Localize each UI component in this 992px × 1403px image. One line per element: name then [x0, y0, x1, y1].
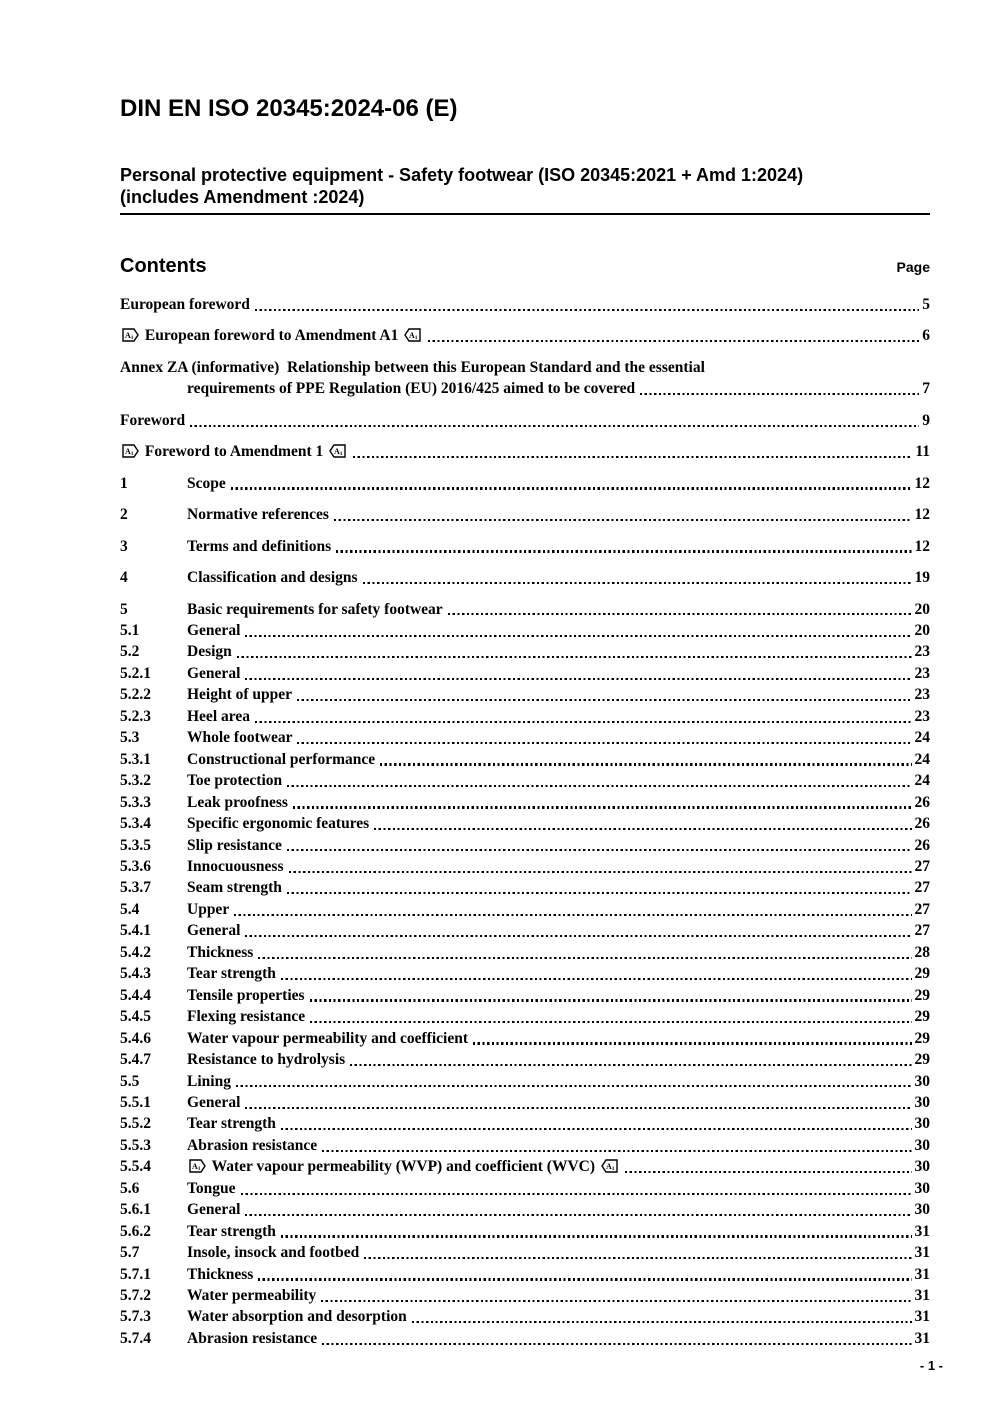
dot-leader	[380, 763, 911, 765]
toc-row	[120, 899, 930, 920]
toc-page-number: 31	[914, 1287, 930, 1305]
toc-entry-title: Toe protection	[187, 772, 283, 790]
amendment-a1-open-marker	[122, 328, 139, 342]
toc-entry-number: 5.4.7	[120, 1051, 151, 1069]
doc-title-line1: Personal protective equipment - Safety footwear (ISO 20345:2021 + Amd 1:2024)	[120, 165, 804, 185]
toc-page-number: 24	[914, 772, 930, 790]
toc-row	[120, 1242, 930, 1263]
dot-leader	[258, 957, 911, 959]
toc-page-number: 23	[914, 664, 930, 682]
dot-leader	[334, 519, 912, 521]
dot-leader	[297, 742, 911, 744]
toc-page-number: 23	[914, 643, 930, 661]
toc-page-number: 20	[914, 621, 930, 639]
toc-entry-number: 5.7.2	[120, 1287, 151, 1305]
dot-leader	[245, 1214, 911, 1216]
toc-row	[120, 1049, 930, 1070]
toc-row	[120, 749, 930, 770]
dot-leader	[287, 849, 912, 851]
toc-row	[120, 1306, 930, 1327]
toc-entry-title: Design	[187, 643, 232, 661]
toc-entry-number: 5.3.2	[120, 772, 151, 790]
toc-page-number: 30	[914, 1072, 930, 1090]
toc-row	[120, 473, 930, 494]
toc-row	[120, 985, 930, 1006]
toc-entry-title: Scope	[187, 474, 226, 492]
toc-entry-number: 5.5.2	[120, 1115, 151, 1133]
dot-leader	[364, 1257, 911, 1259]
toc-entry-title: Leak proofness	[187, 793, 288, 811]
dot-leader	[297, 699, 911, 701]
toc-row	[120, 1199, 930, 1220]
dot-leader	[350, 1064, 911, 1066]
toc-page-number: 31	[914, 1329, 930, 1347]
toc-entry-title: Insole, insock and footbed	[187, 1244, 360, 1262]
toc-entry-title: General	[187, 664, 241, 682]
amendment-a1-close-marker	[601, 1159, 618, 1173]
dot-leader	[237, 656, 912, 658]
toc-entry-title: Water absorption and desorption	[187, 1308, 407, 1326]
dot-leader	[293, 806, 912, 808]
toc-entry-number: 5.7.1	[120, 1265, 151, 1283]
toc-page-number: 29	[914, 1051, 930, 1069]
svg-text:A1: A1	[605, 1162, 615, 1173]
dot-leader	[241, 1193, 912, 1195]
toc-page-number: 29	[914, 1008, 930, 1026]
toc-page-number: 30	[914, 1093, 930, 1111]
toc-entry-number: 5.5	[120, 1072, 140, 1090]
dot-leader	[374, 828, 911, 830]
toc-row	[120, 567, 930, 588]
toc-page-number: 30	[914, 1201, 930, 1219]
dot-leader	[625, 1171, 912, 1173]
toc-row	[120, 641, 930, 662]
toc-entry-title: Constructional performance	[187, 750, 376, 768]
dot-leader	[336, 550, 911, 552]
dot-leader	[255, 309, 919, 311]
page-footer: - 1 -	[919, 1358, 943, 1373]
svg-text:A1: A1	[125, 447, 134, 458]
toc-entry-number: 5.3.6	[120, 857, 151, 875]
toc-page-number: 27	[914, 857, 930, 875]
toc-page-number: 31	[914, 1308, 930, 1326]
toc-entry-title: Basic requirements for safety footwear	[187, 600, 443, 618]
toc-entry-title: Tear strength	[187, 965, 276, 983]
toc-entry-number: 5.3.1	[120, 750, 151, 768]
toc-row	[120, 1178, 930, 1199]
table-of-contents	[120, 294, 930, 1349]
dot-leader	[245, 635, 911, 637]
toc-entry-title: General	[187, 1093, 241, 1111]
toc-entry-title: Specific ergonomic features	[187, 815, 370, 833]
dot-leader	[287, 785, 911, 787]
dot-leader	[234, 914, 911, 916]
doc-number-heading: DIN EN ISO 20345:2024-06 (E)	[120, 95, 458, 122]
toc-row	[120, 770, 930, 791]
toc-page-number: 6	[922, 327, 930, 345]
toc-entry-number: 5.1	[120, 621, 140, 639]
toc-entry-number: 2	[120, 506, 128, 524]
toc-entry-number: 5.2.3	[120, 707, 151, 725]
toc-entry-title: Heel area	[187, 707, 250, 725]
page-column-label: Page	[896, 259, 930, 275]
toc-entry-number: 5.7	[120, 1244, 140, 1262]
toc-row	[120, 378, 930, 399]
toc-entry-title: Tensile properties	[187, 986, 305, 1004]
toc-entry-number: 5.5.3	[120, 1136, 151, 1154]
toc-page-number: 26	[914, 836, 930, 854]
toc-entry-title: Annex ZA (informative) Relationship between this European Standard and the essential	[120, 358, 705, 376]
toc-row	[120, 504, 930, 525]
dot-leader	[281, 1235, 912, 1237]
toc-row	[120, 706, 930, 727]
doc-title	[120, 164, 930, 215]
toc-entry-title: Tongue	[187, 1179, 236, 1197]
toc-entry-number: 5.4.5	[120, 1008, 151, 1026]
toc-page-number: 27	[914, 879, 930, 897]
toc-row	[120, 294, 930, 315]
toc-entry-number: 5.4.2	[120, 943, 151, 961]
amendment-a1-close-marker	[329, 444, 346, 458]
toc-page-number: 5	[922, 296, 930, 313]
toc-page-number: 12	[914, 506, 930, 524]
toc-page-number: 19	[914, 569, 930, 587]
toc-row	[120, 856, 930, 877]
dot-leader	[289, 871, 912, 873]
toc-entry-title: Abrasion resistance	[187, 1136, 318, 1154]
dot-leader	[245, 678, 911, 680]
amendment-a1-open-marker	[122, 444, 139, 458]
toc-entry-title: Thickness	[187, 1265, 254, 1283]
toc-row	[120, 942, 930, 963]
toc-entry-number: 5.4.4	[120, 986, 151, 1004]
toc-row	[120, 1071, 930, 1092]
dot-leader	[255, 721, 912, 723]
toc-entry-title: Tear strength	[187, 1115, 276, 1133]
toc-page-number: 23	[914, 686, 930, 704]
toc-entry-number: 5.3.3	[120, 793, 151, 811]
dot-leader	[428, 340, 919, 342]
toc-entry-number: 5.4.3	[120, 965, 151, 983]
toc-row	[120, 1092, 930, 1113]
toc-row	[120, 599, 930, 620]
dot-leader	[473, 1042, 912, 1044]
toc-entry-number: 5.5.1	[120, 1093, 151, 1111]
dot-leader	[322, 1150, 911, 1152]
amendment-a1-open-marker	[189, 1159, 206, 1173]
toc-row	[120, 1028, 930, 1049]
dot-leader	[310, 1021, 911, 1023]
toc-row	[120, 1156, 930, 1177]
toc-entry-number: 5.2	[120, 643, 140, 661]
toc-page-number: 31	[914, 1244, 930, 1262]
toc-page-number: 12	[914, 474, 930, 492]
dot-leader	[190, 425, 919, 427]
doc-title-line2: (includes Amendment :2024)	[120, 187, 365, 207]
dot-leader	[245, 1107, 911, 1109]
toc-page-number: 20	[914, 600, 930, 618]
toc-row	[120, 357, 930, 378]
dot-leader	[258, 1278, 911, 1280]
toc-row	[120, 835, 930, 856]
toc-row	[120, 620, 930, 641]
toc-page-number: 29	[914, 1029, 930, 1047]
dot-leader	[287, 892, 912, 894]
svg-text:A1: A1	[192, 1162, 201, 1173]
toc-entry-number: 5.4	[120, 900, 140, 918]
toc-entry-number: 1	[120, 474, 128, 492]
contents-heading: Contents	[120, 255, 207, 277]
dot-leader	[281, 1128, 912, 1130]
toc-entry-title: Water vapour permeability and coefficient	[187, 1029, 468, 1047]
toc-entry-number: 5.6.2	[120, 1222, 151, 1240]
toc-entry-number: 5.4.6	[120, 1029, 151, 1047]
toc-row	[120, 663, 930, 684]
dot-leader	[353, 456, 912, 458]
toc-entry-title: A1 European foreword to Amendment A1 A1	[120, 325, 423, 346]
toc-page-number: 24	[914, 750, 930, 768]
toc-row	[120, 536, 930, 557]
toc-entry-title: Foreword	[120, 411, 186, 429]
toc-entry-number: 5.3.5	[120, 836, 151, 854]
dot-leader	[245, 935, 911, 937]
toc-entry-title: Slip resistance	[187, 836, 282, 854]
toc-entry-number: 5.4.1	[120, 922, 151, 940]
toc-entry-title: Normative references	[187, 506, 329, 524]
dot-leader	[236, 1085, 912, 1087]
toc-page-number: 30	[914, 1179, 930, 1197]
toc-entry-title: General	[187, 621, 241, 639]
dot-leader	[640, 393, 919, 395]
toc-entry-title: A1 Foreword to Amendment 1 A1	[120, 441, 348, 462]
dot-leader	[310, 999, 912, 1001]
toc-entry-title: Whole footwear	[187, 729, 293, 747]
toc-page-number: 9	[922, 411, 930, 429]
toc-page-number: 23	[914, 707, 930, 725]
toc-entry-title: A1 Water vapour permeability (WVP) and coefficient (WVC) A1	[187, 1156, 620, 1177]
toc-entry-number: 5.2.2	[120, 686, 151, 704]
dot-leader	[448, 613, 912, 615]
toc-page-number: 12	[914, 537, 930, 555]
toc-page-number: 27	[914, 922, 930, 940]
dot-leader	[322, 1343, 911, 1345]
toc-entry-number: 5.3.7	[120, 879, 151, 897]
svg-text:A1: A1	[125, 331, 134, 342]
toc-row	[120, 1113, 930, 1134]
toc-entry-number: 5.3.4	[120, 815, 151, 833]
toc-row	[120, 684, 930, 705]
svg-text:A1: A1	[409, 331, 418, 342]
toc-entry-number: 5.6	[120, 1179, 140, 1197]
toc-entry-title: Abrasion resistance	[187, 1329, 318, 1347]
toc-entry-title: Lining	[187, 1072, 231, 1090]
toc-entry-title: General	[187, 922, 241, 940]
toc-entry-number: 5.7.3	[120, 1308, 151, 1326]
toc-entry-number: 5	[120, 600, 128, 618]
svg-text:A1: A1	[334, 447, 343, 458]
toc-entry-title: Resistance to hydrolysis	[187, 1051, 346, 1069]
toc-page-number: 28	[914, 943, 930, 961]
toc-page-number: 30	[914, 1158, 930, 1176]
dot-leader	[281, 978, 912, 980]
toc-row	[120, 813, 930, 834]
toc-row	[120, 441, 930, 462]
toc-entry-title: requirements of PPE Regulation (EU) 2016/425 aimed to be covered	[187, 380, 636, 398]
toc-page-number: 24	[914, 729, 930, 747]
contents-header-row	[120, 255, 930, 277]
toc-entry-number: 5.7.4	[120, 1329, 151, 1347]
toc-row	[120, 727, 930, 748]
toc-entry-number: 5.6.1	[120, 1201, 151, 1219]
dot-leader	[412, 1321, 912, 1323]
page-content	[120, 0, 930, 1349]
toc-entry-title: Flexing resistance	[187, 1008, 306, 1026]
toc-entry-number: 5.5.4	[120, 1158, 151, 1176]
toc-entry-title: Upper	[187, 900, 230, 918]
toc-entry-number: 3	[120, 537, 128, 555]
toc-entry-number: 4	[120, 569, 128, 587]
toc-entry-title: European foreword	[120, 296, 250, 313]
toc-row	[120, 325, 930, 346]
toc-entry-title: Terms and definitions	[187, 537, 332, 555]
dot-leader	[363, 582, 912, 584]
toc-page-number: 27	[914, 900, 930, 918]
toc-page-number: 31	[914, 1222, 930, 1240]
toc-page-number: 29	[914, 965, 930, 983]
toc-page-number: 30	[914, 1115, 930, 1133]
toc-row	[120, 920, 930, 941]
toc-entry-title: General	[187, 1201, 241, 1219]
toc-row	[120, 1285, 930, 1306]
toc-row	[120, 963, 930, 984]
toc-row	[120, 1264, 930, 1285]
toc-entry-number: 5.3	[120, 729, 140, 747]
amendment-a1-close-marker	[404, 328, 421, 342]
toc-entry-title: Height of upper	[187, 686, 293, 704]
toc-row	[120, 1221, 930, 1242]
toc-row	[120, 1006, 930, 1027]
toc-entry-title: Innocuousness	[187, 857, 284, 875]
toc-page-number: 11	[915, 443, 930, 461]
toc-page-number: 26	[914, 815, 930, 833]
toc-row	[120, 792, 930, 813]
toc-entry-title: Seam strength	[187, 879, 282, 897]
toc-entry-title: Tear strength	[187, 1222, 276, 1240]
toc-page-number: 30	[914, 1136, 930, 1154]
toc-page-number: 7	[922, 380, 930, 398]
toc-row	[120, 877, 930, 898]
toc-entry-title: Classification and designs	[187, 569, 358, 587]
toc-page-number: 31	[914, 1265, 930, 1283]
toc-entry-title: Water permeability	[187, 1287, 317, 1305]
toc-entry-title: Thickness	[187, 943, 254, 961]
dot-leader	[321, 1300, 911, 1302]
toc-row	[120, 410, 930, 431]
toc-page-number: 26	[914, 793, 930, 811]
toc-page-number: 29	[914, 986, 930, 1004]
toc-row	[120, 1328, 930, 1349]
toc-row	[120, 1135, 930, 1156]
dot-leader	[231, 487, 912, 489]
toc-entry-number: 5.2.1	[120, 664, 151, 682]
